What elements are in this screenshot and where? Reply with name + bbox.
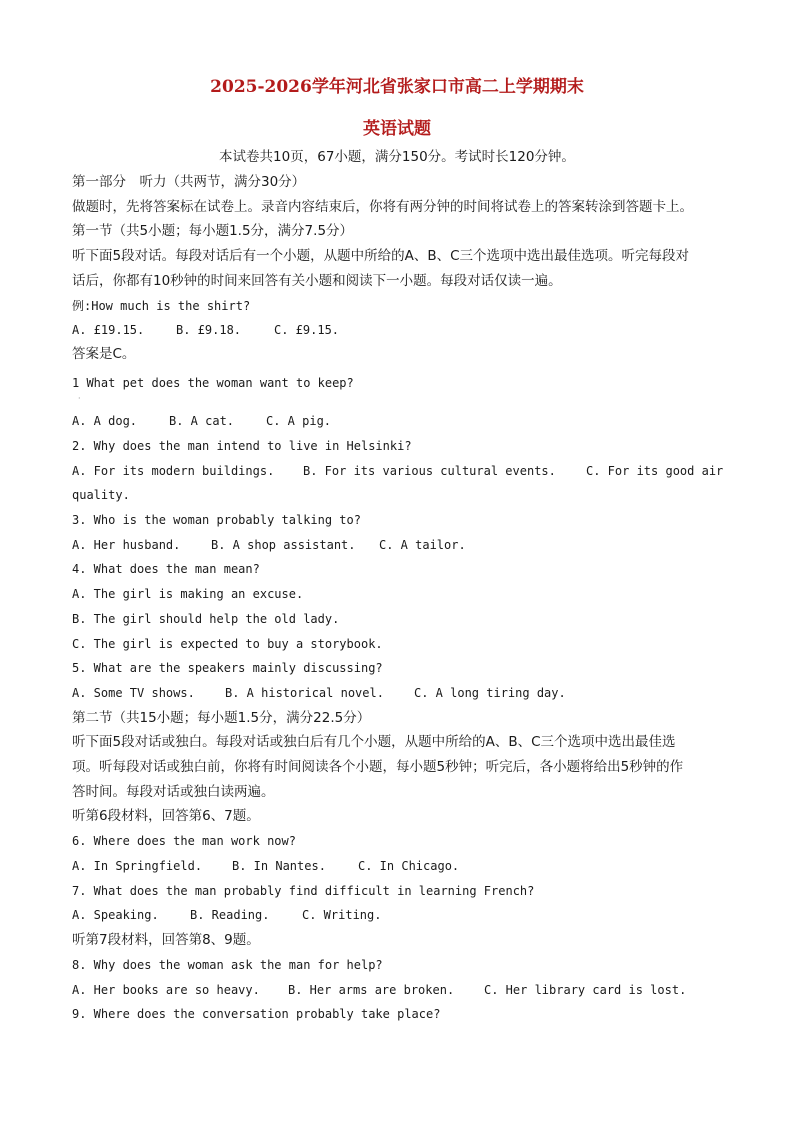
example-options xyxy=(72,321,732,339)
section1-heading: 第一节（共5小题；每小题1.5分，满分7.5分） xyxy=(72,223,354,239)
question-7-option-c: C. Writing. xyxy=(302,908,382,922)
question-2-option-a: A. For its modern buildings. xyxy=(72,464,275,478)
question-8-option-c: C. Her library card is lost. xyxy=(484,983,687,997)
question-1: 1 What pet does the woman want to keep? xyxy=(72,376,354,390)
question-4-option-b: B. The girl should help the old lady. xyxy=(72,612,340,626)
example-option-c: C. £9.15. xyxy=(274,323,340,337)
example-answer: 答案是C。 xyxy=(72,346,136,362)
example-question: 例:How much is the shirt? xyxy=(72,299,251,313)
question-3-option-c: C. A tailor. xyxy=(379,538,466,552)
question-4: 4. What does the man mean? xyxy=(72,562,260,576)
question-3-option-b: B. A shop assistant. xyxy=(211,538,356,552)
question-5: 5. What are the speakers mainly discussing? xyxy=(72,661,383,675)
exam-info: 本试卷共10页，67小题，满分150分。考试时长120分钟。 xyxy=(219,149,575,165)
section2-instruction-1: 听下面5段对话或独白。每段对话或独白后有几个小题，从题中所给的A、B、C三个选项中选出最佳选 xyxy=(72,734,676,750)
section2-instruction-2: 项。听每段对话或独白前，你将有时间阅读各个小题，每小题5秒钟；听完后，各小题将给出5秒钟的作 xyxy=(72,759,684,775)
question-2-option-c: C. For its good air xyxy=(586,464,724,478)
part1-heading: 第一部分 听力（共两节，满分30分） xyxy=(72,174,306,190)
question-3-options xyxy=(72,536,732,554)
question-2-options xyxy=(72,462,732,480)
part1-instruction: 做题时，先将答案标在试卷上。录音内容结束后，你将有两分钟的时间将试卷上的答案转涂到答题卡上。 xyxy=(72,199,693,215)
question-8-options xyxy=(72,981,732,999)
question-1-option-a: A. A dog. xyxy=(72,414,138,428)
question-4-option-a: A. The girl is making an excuse. xyxy=(72,587,304,601)
exam-title: 2025-2026学年河北省张家口市高二上学期期末 xyxy=(210,77,584,97)
question-4-option-c: C. The girl is expected to buy a storybook. xyxy=(72,637,383,651)
question-6-options xyxy=(72,857,732,875)
question-5-option-b: B. A historical novel. xyxy=(225,686,384,700)
question-2-continuation: quality. xyxy=(72,488,130,502)
question-7-options xyxy=(72,906,732,924)
question-6-option-b: B. In Nantes. xyxy=(232,859,326,873)
question-7-option-b: B. Reading. xyxy=(190,908,270,922)
question-8: 8. Why does the woman ask the man for help? xyxy=(72,958,383,972)
question-6-option-a: A. In Springfield. xyxy=(72,859,203,873)
question-5-option-a: A. Some TV shows. xyxy=(72,686,195,700)
stray-mark: · xyxy=(78,394,81,403)
question-7-option-a: A. Speaking. xyxy=(72,908,159,922)
question-1-option-c: C. A pig. xyxy=(266,414,332,428)
section1-instruction-1: 听下面5段对话。每段对话后有一个小题，从题中所给的A、B、C三个选项中选出最佳选项。听完每段对 xyxy=(72,248,690,264)
section2-instruction-3: 答时间。每段对话或独白读两遍。 xyxy=(72,784,275,800)
material-6-heading: 听第6段材料，回答第6、7题。 xyxy=(72,808,260,824)
question-5-options xyxy=(72,684,732,702)
question-5-option-c: C. A long tiring day. xyxy=(414,686,566,700)
question-8-option-a: A. Her books are so heavy. xyxy=(72,983,260,997)
section1-instruction-2: 话后，你都有10秒钟的时间来回答有关小题和阅读下一小题。每段对话仅读一遍。 xyxy=(72,273,562,289)
question-3: 3. Who is the woman probably talking to? xyxy=(72,513,361,527)
question-3-option-a: A. Her husband. xyxy=(72,538,181,552)
question-6: 6. Where does the man work now? xyxy=(72,834,296,848)
question-6-option-c: C. In Chicago. xyxy=(358,859,460,873)
question-8-option-b: B. Her arms are broken. xyxy=(288,983,455,997)
example-option-a: A. £19.15. xyxy=(72,323,145,337)
example-option-b: B. £9.18. xyxy=(176,323,242,337)
question-2: 2. Why does the man intend to live in Helsinki? xyxy=(72,439,412,453)
material-7-heading: 听第7段材料，回答第8、9题。 xyxy=(72,932,260,948)
section2-heading: 第二节（共15小题；每小题1.5分，满分22.5分） xyxy=(72,710,371,726)
question-9: 9. Where does the conversation probably take place? xyxy=(72,1007,441,1021)
question-7: 7. What does the man probably find difficult in learning French? xyxy=(72,884,535,898)
question-2-option-b: B. For its various cultural events. xyxy=(303,464,556,478)
question-1-option-b: B. A cat. xyxy=(169,414,235,428)
exam-subtitle: 英语试题 xyxy=(363,119,431,139)
question-1-options xyxy=(72,412,732,430)
